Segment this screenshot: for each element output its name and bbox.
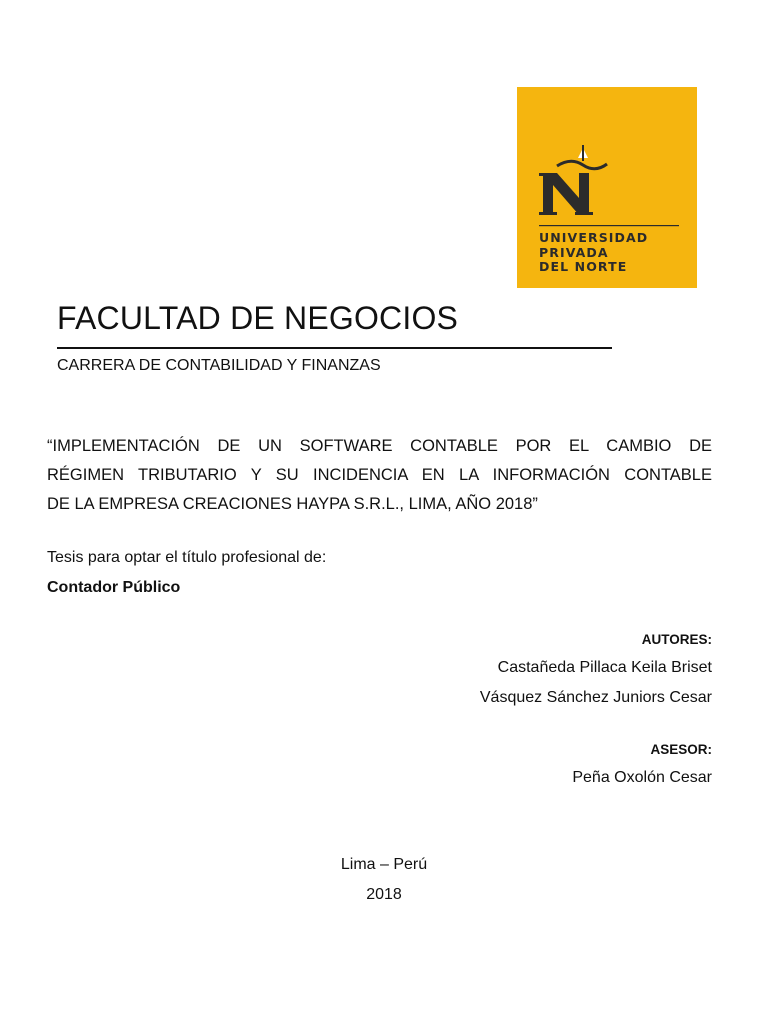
thesis-title	[47, 432, 712, 519]
advisor-label: ASESOR:	[650, 742, 712, 757]
thesis-purpose: Tesis para optar el título profesional de:	[47, 549, 327, 566]
career-subheading: CARRERA DE CONTABILIDAD Y FINANZAS	[57, 357, 381, 374]
author-name-2: Vásquez Sánchez Juniors Cesar	[479, 689, 712, 706]
thesis-title-line-1: “IMPLEMENTACIÓN DE UN SOFTWARE CONTABLE POR EL CAMBIO DE	[47, 437, 712, 455]
thesis-title-line-3: DE LA EMPRESA CREACIONES HAYPA S.R.L., LIMA, AÑO 2018”	[47, 495, 538, 513]
authors-label: AUTORES:	[641, 632, 712, 647]
university-name	[539, 231, 689, 275]
degree-title: Contador Público	[47, 579, 181, 596]
logo-line-2: PRIVADA	[539, 244, 609, 260]
thesis-title-line-2: RÉGIMEN TRIBUTARIO Y SU INCIDENCIA EN LA INFORMACIÓN CONTABLE	[47, 466, 712, 484]
logo-line-1: UNIVERSIDAD	[539, 230, 649, 245]
faculty-heading: FACULTAD DE NEGOCIOS	[57, 300, 459, 336]
author-name-1: Castañeda Pillaca Keila Briset	[497, 659, 712, 676]
logo-line-3: DEL NORTE	[539, 259, 628, 274]
advisor-name: Peña Oxolón Cesar	[572, 769, 712, 786]
university-logo	[517, 87, 697, 288]
year: 2018	[366, 886, 402, 903]
place: Lima – Perú	[340, 856, 428, 873]
heading-divider	[57, 347, 612, 349]
